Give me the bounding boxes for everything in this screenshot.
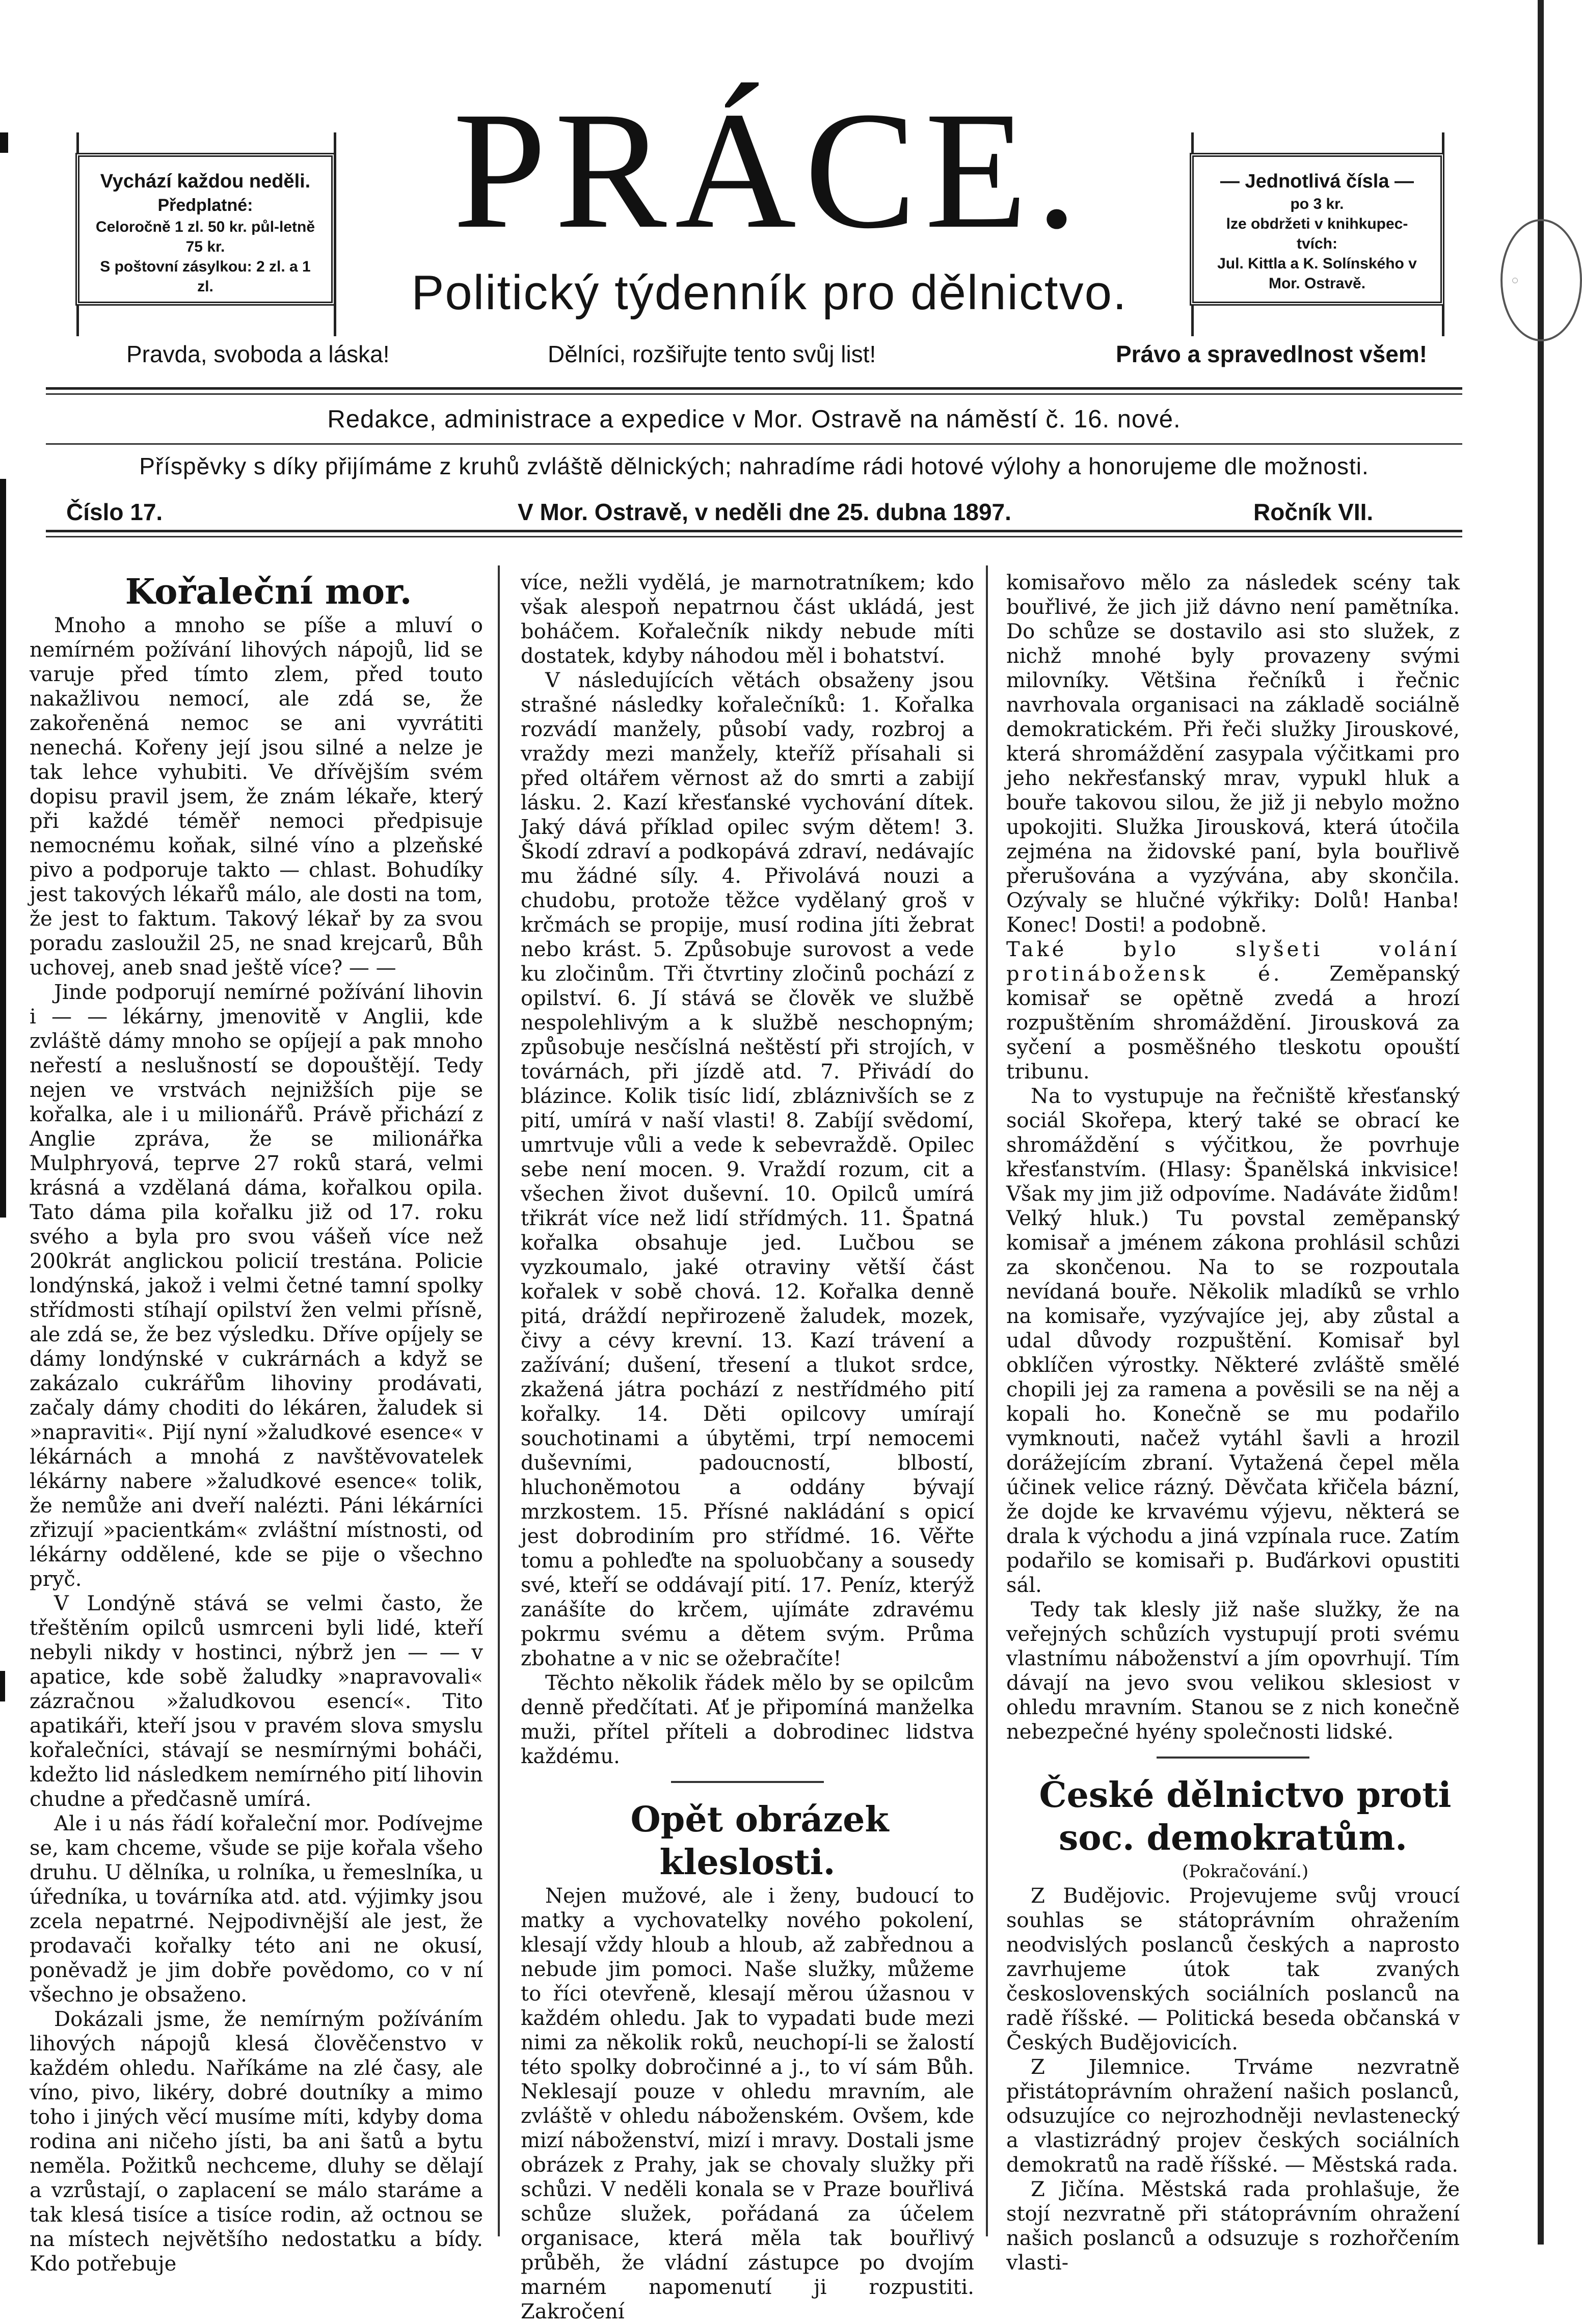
column-rule <box>498 565 500 2236</box>
article-paragraph: Dokázali jsme, že nemírným požíváním lihových nápojů klesá člověčenstvo v každém ohledu. Naříkáme na zlé časy, ale víno, pivo, likéry, dobré doutníky a mimo toho i jiných věcí musíme míti, kdyby doma rodina ani ničeho jísti, ba ani šatů a bytu neměla. Požitků nechceme, dluhy se dělají a vzrůstají, o zaplacení se málo staráme a tak klesá tisíce a tisíce rodin, až octnou se na místech největšího nedostatku a bídy. Kdo potřebuje <box>30 2008 483 2276</box>
single-copy-box-title: — Jednotlivá čísla — <box>1220 171 1414 192</box>
subscription-box <box>75 153 335 306</box>
subscription-box-line: Celoročně 1 zl. 50 kr. půl-letně 75 kr. <box>95 218 315 255</box>
single-copy-box <box>1190 153 1444 306</box>
issue-number: Číslo 17. <box>66 499 163 525</box>
article-title: Opět obrázek kleslosti. <box>630 1799 889 1883</box>
subscription-box-line: S poštovní zásylkou: 2 zl. a 1 zl. <box>100 258 311 295</box>
library-stamp: ◌ <box>1500 219 1582 341</box>
article-paragraph: Z Jilemnice. Trváme nezvratně přistátoprávním ohražení našich poslanců, odsuzujíce co nejrozhodněji nevlastenecký a vlastizrádný projev českých sociálních demokratů na radě říšské. — Městská rada. <box>1006 2056 1460 2177</box>
address-line: Redakce, administrace a expedice v Mor. Ostravě na náměstí č. 16. nové. <box>327 406 1181 433</box>
header-rule <box>46 387 1462 390</box>
article-paragraph: Tedy tak klesly již naše služky, že na veřejných schůzích vystupují proti svému vlastnímu náboženství a jím opovrhují. Tím dávají na jevo svou velikou sklesiost v ohledu mravním. Stanou se z nich konečně nebezpečné hyény společnosti lidské. <box>1006 1598 1460 1744</box>
article-separator <box>671 1781 824 1783</box>
motto-center: Dělníci, rozšiřujte tento svůj list! <box>548 341 876 367</box>
article-paragraph: Ale i u nás řádí kořaleční mor. Podívejme se, kam chceme, všude se pije kořala všeho druhu. U dělníka, u rolníka, u řemeslníka, u úředníka, u továrníka atd. atd. výjimky jsou zcela nepatrné. Nejpodivnější ale jest, že prodavači kořalky této ani ne okusí, poněvadž je jim dobře povědomo, co v ní všechno je obsaženo. <box>30 1812 483 2007</box>
column-rule <box>986 565 988 2236</box>
issue-date: V Mor. Ostravě, v neděli dne 25. dubna 1897. <box>518 499 1011 525</box>
article-paragraph: Z Jičína. Městská rada prohlašuje, že stojí nezvratně při státoprávním ohražení našich poslanců a odsuzuje s rozhořčením vlasti- <box>1006 2178 1460 2275</box>
article-separator <box>1157 1756 1309 1759</box>
column-2 <box>521 571 974 2323</box>
column-3 <box>1006 571 1460 2275</box>
article-paragraph: V následujících větách obsaženy jsou strašné následky kořalečníků: 1. Kořalka rozvádí manžely, působí vady, rozbroj a vraždy mezi manžely, kteříž přísahali si před oltářem věrnost až do smrti a zabijí lásku. 2. Kazí křesťanské vychování dítek. Jaký dává příklad opilec svým dětem! 3. Škodí zdraví a podkopává zdraví, nedávajíc mu žádné síly. 4. Přivolává nouzi a chudobu, protože těžce vydělaný groš v krčmách se propije, musí rodina jíti žebrat nebo krást. 5. Způsobuje surovost a vede ku zločinům. Tři čtvrtiny zločinů pochází z opilství. 6. Jí stává se člověk ve službě nespolehlivým a k službě neschopným; způsobuje nesčíslná neštěstí při strojích, v továrnách, při jízdě atd. 7. Přivádí do blázince. Kolik tisíc lidí, zbláznivších se z pití, umírá v naší vlasti! 8. Zabíjí svědomí, umrtvuje vůli a vede k sebevraždě. Opilec sebe není mocen. 9. Vraždí rozum, cit a všechen život duševní. 10. Opilců umírá třikrát více než lidí střídmých. 11. Špatná kořalka obsahuje jed. Lučbou se vyzkoumalo, jaké otraviny větší část kořalek v sobě chová. 12. Kořalka denně pitá, dráždí nepřirozeně žaludek, mozek, čivy a cévy krevní. 13. Kazí trávení a zažívání; dušení, třesení a tlukot srdce, zkažená játra pochází z nestřídmého pití kořalky. 14. Děti opilcovy umírají souchotinami a úbytěmi, trpí nemocemi duševními, padoucností, blbostí, hluchoněmotou a oddány bývají mrzkostem. 15. Přísné nakládání s opicí jest dobrodiním pro střídmé. 16. Věřte tomu a pohleďte na spoluobčany a sousedy své, kteří se oddávají pití. 17. Peníz, kterýž zanášíte do krčem, ujímáte zdravému pokrmu svému a dětem svým. Průma zbohatne a v nic se ožebračíte! <box>521 669 974 1670</box>
article-paragraph: Z Budějovic. Projevujeme svůj vroucí souhlas se státoprávním ohražením neodvislých poslanců českých a naprosto zavrhujeme útok tak zvaných československých sociálních poslanců na radě říšské. — Politická beseda občanská v Českých Budějovicích. <box>1006 1884 1460 2055</box>
single-copy-box-line: po 3 kr. <box>1290 196 1344 213</box>
volume: Ročník VII. <box>1253 499 1374 525</box>
single-copy-box-line: lze obdržeti v knihkupec-tvích: <box>1226 215 1408 253</box>
article-paragraph <box>1006 937 1460 1084</box>
header-rule <box>46 443 1462 445</box>
continuation-note: (Pokračování.) <box>1182 1861 1309 1882</box>
page-edge-mark <box>0 479 6 1218</box>
article-paragraph: více, nežli vydělá, je marnotratníkem; kdo však alespoň nepatrnou část ukládá, jest boháčem. Kořalečník nikdy nebude míti dostatek, kdyby náhodou měl i bohatství. <box>521 571 974 668</box>
motto-left: Pravda, svoboda a láska! <box>126 341 390 367</box>
contributions-line: Příspěvky s díky přijímáme z kruhů zvláště dělnických; nahradíme rádi hotové výlohy a honorujeme dle možnosti. <box>139 453 1369 479</box>
page-edge-mark <box>0 132 8 153</box>
masthead-title: PRÁCE. <box>452 77 1086 263</box>
article-paragraph: Na to vystupuje na řečniště křesťanský sociál Skořepa, který také se obrací ke shromáždění s výčitkou, že povrhuje křesťanstvím. (Hlasy: Španělská inkvisice! Však my jim již odpovíme. Nadáváte židům! Velký hluk.) Tu povstal zeměpanský komisař a jménem zákona prohlásil schůzi za skončenou. Na to se rozpoutala nevídaná bouře. Několik mladíků se vrhlo na komisaře, vyzývajíce jej, aby zůstal a udal důvody rozpuštění. Komisař byl obklíčen výrostky. Některé zvláště smělé chopili jej za ramena a pověsili se na něj a kopali ho. Konečně se mu podařilo vymknouti, načež vytáhl šavli a hrozil dorážejícím zbraní. Vytažená čepel měla účinek velice rázný. Děvčata křičela bázní, že dojde ke krvavému výjevu, některá se drala k východu a jiná vzpínala ruce. Zatím podařilo se komisaři p. Buďárkovi opustiti sál. <box>1006 1085 1460 1597</box>
masthead-subtitle: Politický týdenník pro dělnictvo. <box>411 265 1128 320</box>
spaced-emphasis: Také bylo slyšeti volání protinábožensk é. <box>1006 938 1460 986</box>
single-copy-box-line: Jul. Kittla a K. Solínského v Mor. Ostravě. <box>1217 255 1417 292</box>
article-title: České dělnictvo proti soc. demokratům. <box>1039 1775 1452 1858</box>
page-edge-mark <box>0 1671 5 1701</box>
header-rule <box>46 536 1462 537</box>
header-rule <box>46 393 1462 395</box>
article-paragraph-tail: Zeměpanský komisař se opětně zvedá a hrozí rozpuštěním shromáždění. Jirousková za syčení a posměšného tleskotu opouští tribunu. <box>1006 962 1460 1084</box>
article-paragraph: Mnoho a mnoho se píše a mluví o nemírném požívání lihových nápojů, lid se varuje před tímto zlem, před touto nakažlivou nemocí, ale zdá se, že zakořeněná nemoc se ani vyvrátiti nenechá. Kořeny její jsou silné a nelze je tak lehce vyhubiti. Ve dřívějším svém dopisu pravil jsem, že znám lékaře, který při každé téměř nemoci předpisuje nemocnému koňak, silné víno a plzeňské pivo a podporuje takto — chlast. Bohudíky jest takových lékařů málo, ale dosti na tom, že jest to faktum. Takový lékař by za svou poradu zasloužil 25, ne snad krejcarů, Bůh uchovej, aneb snad ještě více? — — <box>30 614 483 980</box>
header-rule <box>46 530 1462 532</box>
subscription-box-title: Vychází každou neděli. <box>100 171 311 192</box>
article-paragraph: Nejen mužové, ale i ženy, budoucí to matky a vychovatelky nového pokolení, klesají vždy hloub a hloub, až zabřednou a nebude jim pomoci. Naše služky, můžeme to říci otevřeně, klesají měrou úžasnou v každém ohledu. Jak to vypadati bude mezi nimi za několik roků, neuchopí-li se žalostí této spolky dobročinné a j., to ví sám Bůh. Neklesají pouze v ohledu mravním, ale zvláště v ohledu náboženském. Ovšem, kde mizí náboženství, mizí i mravy. Dostali jsme obrázek z Prahy, jak se chovaly služky při schůzi. V neděli konala se v Praze bouřlivá schůze služek, pořádaná za účelem organisace, která měla tak bouřlivý průběh, že vládní zástupce po dvojím marném napomenutí ji rozpustiti. Zakročení <box>521 1884 974 2323</box>
subscription-box-subtitle: Předplatné: <box>157 196 253 215</box>
column-1 <box>30 571 483 2276</box>
motto-right: Právo a spravedlnost všem! <box>1116 341 1428 367</box>
article-paragraph: komisařovo mělo za následek scény tak bouřlivé, že jich již dávno není pamětníka. Do schůze se dostavilo asi sto služek, z nichž mnohé byly provazeny svými milovníky. Většina řečníků i řečnic navrhovala organisaci na základě sociálně demokratickém. Při řeči služky Jirouskové, která shromáždění zasypala výčitkami pro jeho nekřesťanský mrav, vypukl hluk a bouře takovou silou, že již ji nebylo možno upokojiti. Služka Jirousková, která útočila zejména na židovské paní, byla bouřlivě přerušována a vyzývána, aby skončila. Ozývaly se hlučné výkřiky: Dolů! Hanba! Konec! Dosti! a podobně. <box>1006 571 1460 937</box>
article-paragraph: Jinde podporují nemírné požívání lihovin i — — lékárny, jmenovitě v Anglii, kde zvláště dámy mnoho se opíjejí a pak mnoho neřestí a neslušností se dopouštějí. Tedy nejen ve vrstvách nejnižších pije se kořalka, ale i u milionářů. Právě přichází z Anglie zpráva, že se milionářka Mulphryová, teprve 27 roků stará, velmi krásná a vzdělaná dáma, kořalkou opila. Tato dáma pila kořalku již od 17. roku svého a byla pro svou vášeň více než 200krát anglickou policií trestána. Policie londýnská, jakož i velmi četné tamní spolky střídmosti stíhají opilství žen velmi přísně, ale zdá se, že bez výsledku. Dříve opíjely se dámy londýnské v cukrárnách a když se zakázalo cukrářům lihoviny prodávati, začaly dámy choditi do lékáren, žaludek si »napraviti«. Pijí nyní »žaludkové esence« v lékárnách a mnohá z navštěvovatelek lékárny nabere »žaludkové esence« tolik, že nemůže ani dveří nalézti. Páni lékárníci zřizují »pacientkám« zvláštní místnosti, od lékárny oddělené, kde se pije o všechno pryč. <box>30 981 483 1591</box>
article-title: Kořaleční mor. <box>125 572 412 612</box>
article-paragraph: Těchto několik řádek mělo by se opilcům denně předčítati. Ať je připomíná manželka muži, přítel příteli a dobrodinec lidstva každému. <box>521 1671 974 1768</box>
article-paragraph: V Londýně stává se velmi často, že třeštěním opilců usmrceni byli lidé, kteří nebyli nikdy v hostinci, nýbrž jen — — v apatice, kde sobě žaludky »napravovali« zázračnou »žaludkovou esencí«. Tito apatikáři, kteří jsou v pravém slova smyslu kořalečníci, stávají se nesmírnými boháči, kdežto lid následkem nemírného pití lihovin chudne a předčasně umírá. <box>30 1592 483 1811</box>
